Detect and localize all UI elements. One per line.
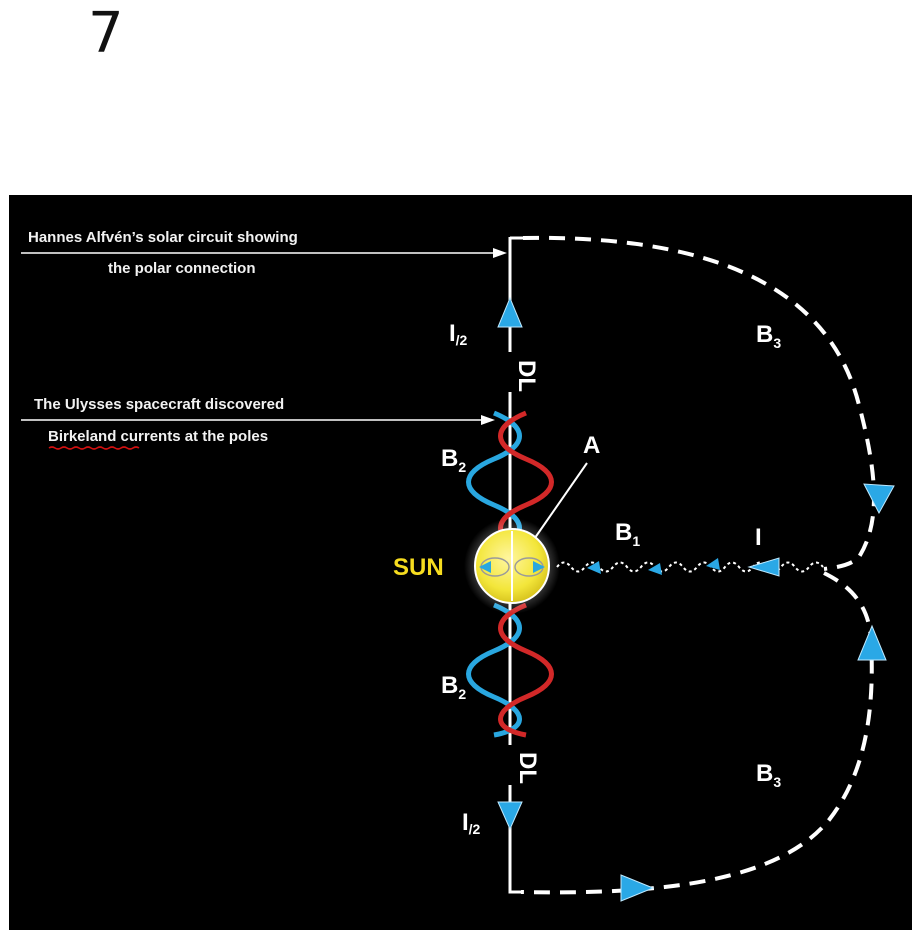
arrow-current-in [749,558,779,576]
label-half-current-bottom: I/2 [462,809,481,837]
arrow-down-half-current [498,802,522,829]
label-b2-bottom: $B_2$ [441,672,467,702]
diagram-panel [9,195,912,930]
label-half-current-top: I/2 [449,320,468,348]
arrow-b1-2 [648,563,662,575]
label-sun: SUN [393,554,444,581]
alfven-caption-line2: the polar connection [108,260,256,277]
arrow-b3-lower [858,626,886,660]
alfven-caption-line1: Hannes Alfvén’s solar circuit showing [28,229,298,246]
bottom-corner [510,883,521,892]
ulysses-pointer-arrow [21,415,495,425]
ulysses-caption-line2 [48,428,268,445]
ulysses-caption-line1: The Ulysses spacecraft discovered [34,396,285,413]
birkeland-word: Birkeland [48,428,117,445]
spellcheck-underline [49,447,139,449]
sun [464,518,560,614]
ulysses-caption-rest: currents at the poles [116,428,269,445]
b3-upper-loop [523,238,874,569]
arrow-b1-3 [706,558,720,570]
alfven-pointer-arrow [21,248,507,258]
arrow-up-half-current [498,298,522,327]
solar-circuit-diagram [9,195,912,930]
arrow-b3-bottom [621,875,653,901]
label-dl-top: DL [513,360,540,392]
label-dl-bottom: DL [514,752,541,784]
b3-lower-loop [521,573,872,892]
label-b2-top: $B_2$ [441,445,467,475]
label-b3-lower: $B_3$ [756,760,782,790]
label-current: I [755,524,762,551]
label-b3-upper: $B_3$ [756,321,782,351]
label-a: A [583,432,601,459]
page-number: 7 [88,1,124,66]
arrow-b3-upper [864,484,894,513]
label-b1: $B_1$ [615,519,641,549]
